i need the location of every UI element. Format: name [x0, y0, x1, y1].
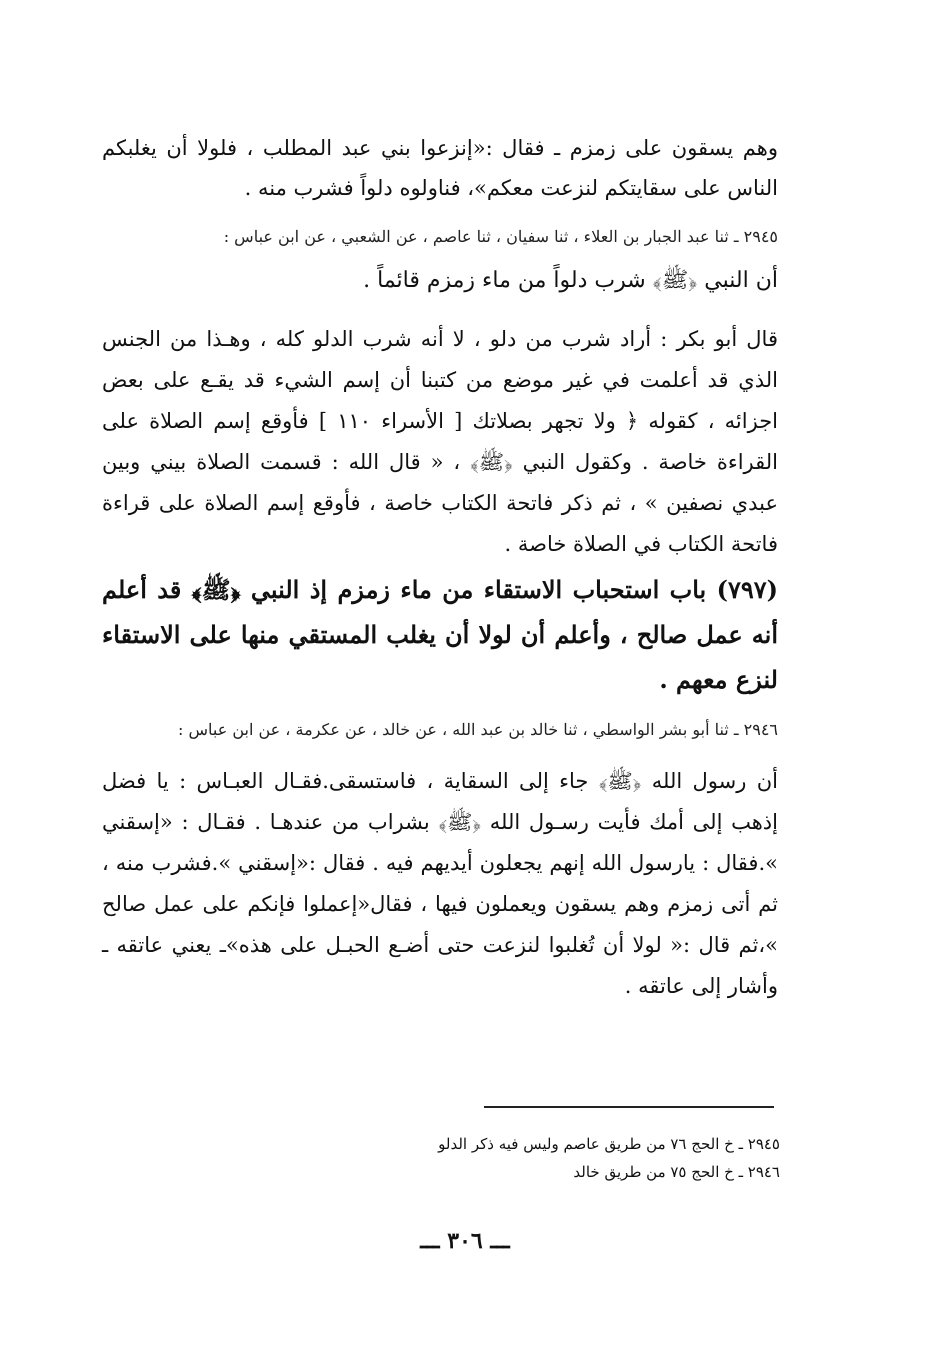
footnotes	[380, 1130, 780, 1186]
footnote-2946: ٢٩٤٦ ـ خ الحج ٧٥ من طريق خالد	[573, 1163, 780, 1181]
chapter-heading: (٧٩٧) باب استحباب الاستقاء من ماء زمزم إذ النبي ﴿ﷺ﴾ قد أعلم أنه عمل صالح ، وأعلم أن لولا أن يغلب المستقي منها على الاستقاء لنزع معهم .	[102, 575, 778, 694]
commentary-paragraph: قال أبو بكر : أراد شرب من دلو ، لا أنه شرب الدلو كله ، وهـذا من الجنس الذي قد أعلمت في غير موضع من كتبنا أن إسم الشيء قد يقـع على بعض اجزائه ، كقوله ﴿ ولا تجهر بصلاتك [ الأسراء ١١٠ ] فأوقع إسم الصلاة على القراءة خاصة . وكقول النبي ﴿ﷺ﴾ ، « قال الله : قسمت الصلاة بيني وبين عبدي نصفين » ، ثم ذكر فاتحة الكتاب خاصة ، فأوقع إسم الصلاة على قراءة فاتحة الكتاب في الصلاة خاصة .	[102, 327, 779, 556]
hadith-2946: أن رسول الله ﴿ﷺ﴾ جاء إلى السقاية ، فاستسقى.فقـال العبـاس : يا فضل إذهب إلى أمك فأيت رسـول الله ﴿ﷺ﴾ بشراب من عندهـا . فقـال : «إسقني ».فقال : يارسول الله إنهم يجعلون أيديهم فيه . فقال :«إسقني ».فشرب منه ، ثم أتى زمزم وهم يسقون ويعملون فيها ، فقال«إعملوا فإنكم على عمل صالح »،ثم قال :« لولا أن تُغلبوا لنزعت حتى أضـع الحبـل على هذه»ـ يعني عاتقه ـ وأشار إلى عاتقه .	[102, 769, 778, 998]
page-body	[102, 128, 778, 1007]
hadith-2945: أن النبي ﴿ﷺ﴾ شرب دلواً من ماء زمزم قائماً .	[363, 268, 778, 293]
page-number: ـــ ٣٠٦ ـــ	[420, 1228, 510, 1254]
isnad-2945: ٢٩٤٥ ـ ثنا عبد الجبار بن العلاء ، ثنا سفيان ، ثنا عاصم ، عن الشعبي ، عن ابن عباس :	[223, 227, 778, 246]
footnote-divider	[484, 1106, 774, 1108]
intro-paragraph: وهم يسقون على زمزم ـ فقال :«إنزعوا بني عبد المطلب ، فلولا أن يغلبكم الناس على سقايتكم لنزعت معكم»، فناولوه دلواً فشرب منه .	[102, 136, 778, 200]
isnad-2946: ٢٩٤٦ ـ ثنا أبو بشر الواسطي ، ثنا خالد بن عبد الله ، عن خالد ، عن عكرمة ، عن ابن عباس :	[177, 720, 778, 739]
footnote-2945: ٢٩٤٥ ـ خ الحج ٧٦ من طريق عاصم وليس فيه ذكر الدلو	[438, 1135, 780, 1153]
